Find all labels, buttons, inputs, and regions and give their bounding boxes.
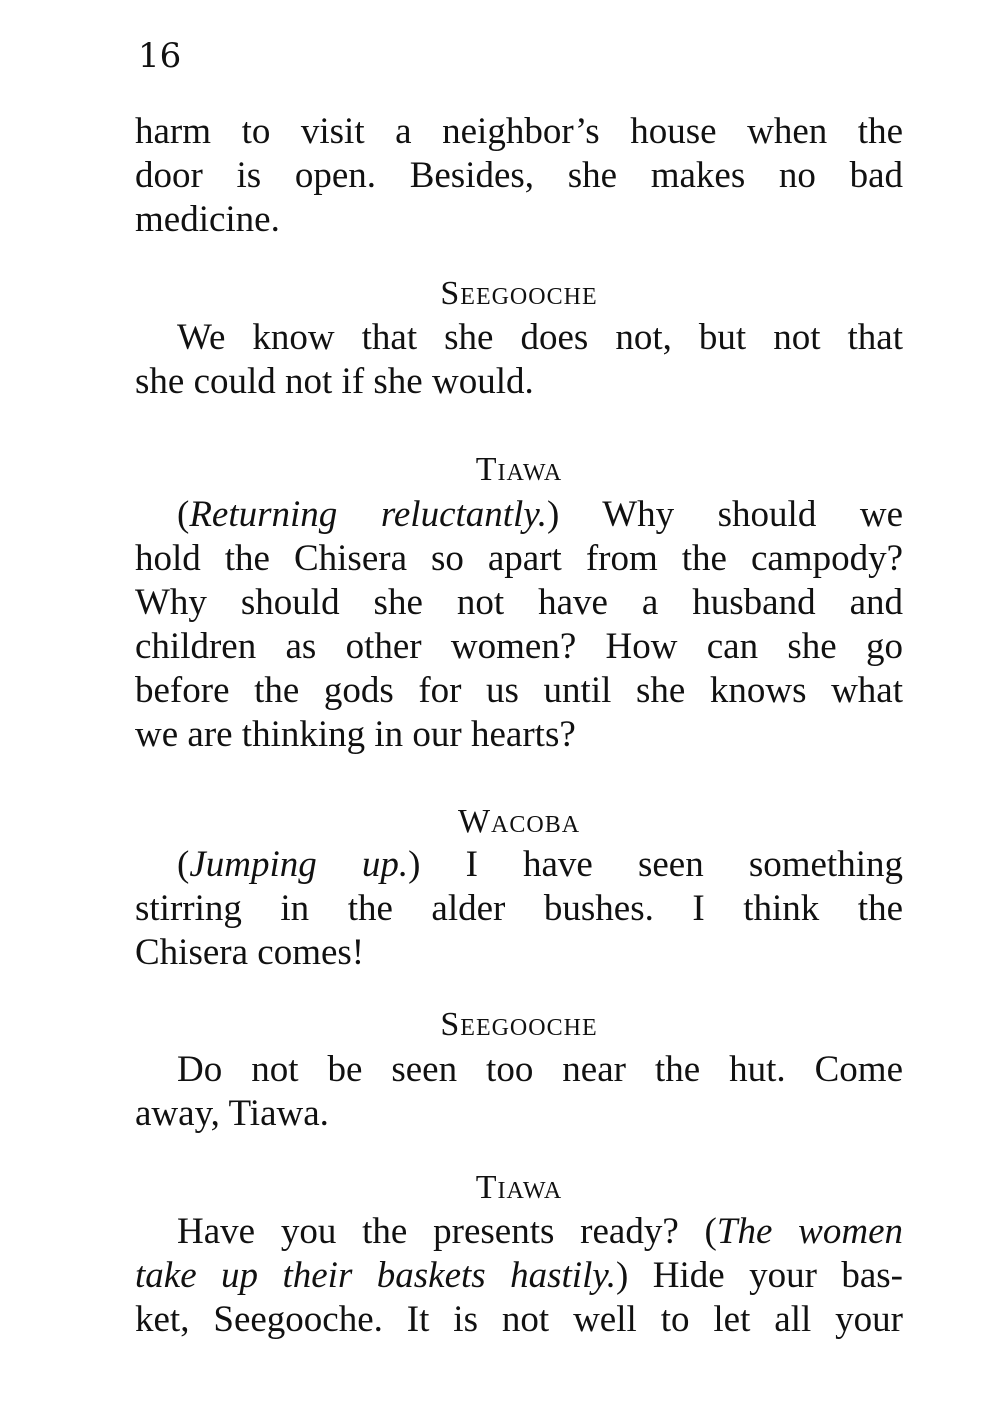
text-line: door is open. Besides, she makes no bad [135,155,903,196]
text-line: children as other women? How can she go [135,626,903,667]
speaker-name: Tiawa [475,1169,563,1206]
text-span: Have you the presents ready? [177,1211,679,1252]
speech-paragraph [135,1048,903,1136]
text-line: Do not be seen too near the hut. Come [177,1049,903,1090]
text-line: we are thinking in our hearts? [135,714,576,755]
text-line: take up their baskets hastily.) Hide your bas- [135,1255,904,1296]
speaker-name: Tiawa [475,451,563,488]
prose-paragraph [135,110,903,242]
text-line: ket, Seegooche. It is not well to let all your [135,1299,903,1340]
speaker-name: Seegooche [440,1006,598,1043]
stage-direction: take up their baskets hastily. [135,1255,617,1296]
text-line: (Returning reluctantly.) Why should we [177,494,904,535]
text-span: Why should we [602,494,904,535]
text-line: medicine. [135,199,280,240]
speaker-name: Seegooche [440,275,598,312]
speaker-name: Wacoba [457,803,581,840]
text-line: away, Tiawa. [135,1093,329,1134]
text-line: Have you the presents ready? (The women [177,1211,904,1252]
text-span: Hide your bas- [652,1255,904,1296]
text-line: before the gods for us until she knows what [135,670,903,711]
text-line: (Jumping up.) I have seen something [177,844,903,885]
speech-paragraph [135,493,903,757]
speech-paragraph [135,316,903,404]
stage-direction: Jumping up. [189,844,409,885]
text-line: We know that she does not, but not that [177,317,903,358]
speech-paragraph [135,1210,903,1342]
text-line: harm to visit a neighbor’s house when the [135,111,903,152]
text-line: Chisera comes! [135,932,365,973]
speech-paragraph [135,843,903,975]
text-span: I have seen something [465,844,903,885]
text-line: stirring in the alder bushes. I think the [135,888,903,929]
text-line: Why should she not have a husband and [135,582,903,623]
page-number: 16 [138,36,182,76]
stage-direction: Returning reluctantly. [189,494,547,535]
text-line: hold the Chisera so apart from the campody? [135,538,903,579]
stage-direction: The women [716,1211,904,1252]
text-line: she could not if she would. [135,361,534,402]
